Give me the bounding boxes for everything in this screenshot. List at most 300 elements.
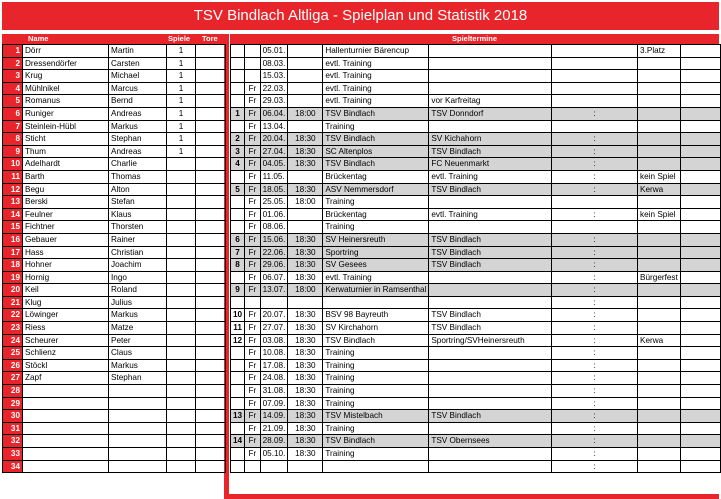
match-score: : <box>552 284 638 297</box>
player-first-name: Thomas <box>109 170 167 183</box>
match-note <box>638 107 681 120</box>
table-row <box>231 359 721 372</box>
match-date: 22.03. <box>260 82 288 95</box>
player-first-name: Matze <box>109 322 167 335</box>
player-games <box>167 460 196 473</box>
player-last-name: Krug <box>23 70 109 83</box>
match-date: 05.01. <box>260 45 288 58</box>
player-number: 12 <box>3 183 23 196</box>
match-score: : <box>552 145 638 158</box>
match-number <box>231 397 245 410</box>
tore-header: Tore <box>202 34 218 43</box>
player-first-name: Carsten <box>109 57 167 70</box>
player-games <box>167 284 196 297</box>
match-home <box>323 296 429 309</box>
match-time <box>288 221 323 234</box>
table-row <box>231 120 721 133</box>
player-goals <box>196 422 226 435</box>
match-day: Fr <box>245 145 261 158</box>
match-note <box>638 246 681 259</box>
match-number: 8 <box>231 259 245 272</box>
match-date: 13.07. <box>260 284 288 297</box>
player-number: 30 <box>3 410 23 423</box>
match-time <box>288 460 323 473</box>
player-number: 24 <box>3 334 23 347</box>
player-first-name: Martin <box>109 45 167 58</box>
match-date: 21.09. <box>260 422 288 435</box>
player-goals <box>196 271 226 284</box>
table-row <box>231 95 721 108</box>
player-goals <box>196 196 226 209</box>
table-row <box>3 196 226 209</box>
match-day: Fr <box>245 259 261 272</box>
player-goals <box>196 183 226 196</box>
table-row <box>231 208 721 221</box>
match-day: Fr <box>245 347 261 360</box>
match-away: FC Neuenmarkt <box>429 158 552 171</box>
match-score: : <box>552 347 638 360</box>
match-day <box>245 296 261 309</box>
table-row <box>3 208 226 221</box>
match-time: 18:30 <box>288 158 323 171</box>
table-row <box>3 233 226 246</box>
match-number: 3 <box>231 145 245 158</box>
table-row <box>3 95 226 108</box>
match-number <box>231 221 245 234</box>
player-first-name: Claus <box>109 347 167 360</box>
player-first-name: Bernd <box>109 95 167 108</box>
player-games <box>167 372 196 385</box>
player-number: 23 <box>3 322 23 335</box>
match-away: evtl. Training <box>429 170 552 183</box>
bottom-bar <box>228 494 719 499</box>
match-number <box>231 70 245 83</box>
player-number: 2 <box>3 57 23 70</box>
table-row <box>231 296 721 309</box>
match-score <box>552 120 638 133</box>
match-date <box>260 296 288 309</box>
match-day: Fr <box>245 233 261 246</box>
extra-cell <box>680 448 720 461</box>
player-first-name: Joachim <box>109 259 167 272</box>
player-number: 7 <box>3 120 23 133</box>
table-row <box>3 334 226 347</box>
player-last-name: Runiger <box>23 107 109 120</box>
table-row <box>3 397 226 410</box>
player-first-name: Stephan <box>109 133 167 146</box>
match-time: 18:30 <box>288 259 323 272</box>
match-away <box>429 460 552 473</box>
player-last-name <box>23 397 109 410</box>
table-row <box>3 410 226 423</box>
extra-cell <box>680 183 720 196</box>
match-note <box>638 284 681 297</box>
table-row <box>231 435 721 448</box>
player-first-name <box>109 435 167 448</box>
match-number: 13 <box>231 410 245 423</box>
player-first-name: Rainer <box>109 233 167 246</box>
players-table <box>2 44 226 473</box>
table-row <box>231 322 721 335</box>
player-goals <box>196 107 226 120</box>
match-note <box>638 82 681 95</box>
match-score: : <box>552 422 638 435</box>
match-time: 18:30 <box>288 133 323 146</box>
player-goals <box>196 347 226 360</box>
player-number: 16 <box>3 233 23 246</box>
match-day <box>245 70 261 83</box>
match-number <box>231 45 245 58</box>
player-last-name: Thum <box>23 145 109 158</box>
player-first-name: Marcus <box>109 82 167 95</box>
extra-cell <box>680 296 720 309</box>
extra-cell <box>680 410 720 423</box>
match-date: 13.04. <box>260 120 288 133</box>
player-last-name: Löwinger <box>23 309 109 322</box>
match-note <box>638 120 681 133</box>
table-row <box>3 309 226 322</box>
extra-cell <box>680 120 720 133</box>
player-first-name: Roland <box>109 284 167 297</box>
player-first-name: Andreas <box>109 107 167 120</box>
match-number <box>231 196 245 209</box>
match-score: : <box>552 246 638 259</box>
match-home: Sportring <box>323 246 429 259</box>
player-games: 1 <box>167 120 196 133</box>
match-note <box>638 57 681 70</box>
spiele-header: Spiele <box>168 34 191 43</box>
match-note: Kerwa <box>638 334 681 347</box>
match-away <box>429 70 552 83</box>
match-day: Fr <box>245 183 261 196</box>
extra-cell <box>680 233 720 246</box>
match-date: 11.05. <box>260 170 288 183</box>
match-away: Sportring/SVHeinersreuth <box>429 334 552 347</box>
match-time <box>288 82 323 95</box>
match-note <box>638 322 681 335</box>
match-note <box>638 448 681 461</box>
match-number <box>231 57 245 70</box>
match-number: 4 <box>231 158 245 171</box>
player-goals <box>196 372 226 385</box>
match-note <box>638 221 681 234</box>
player-last-name <box>23 385 109 398</box>
player-games <box>167 296 196 309</box>
player-games <box>167 410 196 423</box>
match-day: Fr <box>245 95 261 108</box>
player-number: 4 <box>3 82 23 95</box>
table-row <box>3 221 226 234</box>
match-score: : <box>552 435 638 448</box>
player-games <box>167 334 196 347</box>
match-home: evtl. Training <box>323 57 429 70</box>
match-score <box>552 196 638 209</box>
player-first-name: Klaus <box>109 208 167 221</box>
extra-cell <box>680 460 720 473</box>
player-number: 13 <box>3 196 23 209</box>
match-score: : <box>552 296 638 309</box>
player-first-name: Alton <box>109 183 167 196</box>
match-day: Fr <box>245 359 261 372</box>
match-score: : <box>552 133 638 146</box>
player-games <box>167 435 196 448</box>
player-number: 33 <box>3 448 23 461</box>
extra-cell <box>680 57 720 70</box>
extra-cell <box>680 246 720 259</box>
page-title: TSV Bindlach Altliga - Spielplan und Statistik 2018 <box>2 2 719 30</box>
match-away <box>429 45 552 58</box>
match-away <box>429 221 552 234</box>
extra-cell <box>680 70 720 83</box>
match-note <box>638 296 681 309</box>
match-date: 22.06. <box>260 246 288 259</box>
match-date: 06.07. <box>260 271 288 284</box>
table-row <box>3 183 226 196</box>
match-time: 18:30 <box>288 435 323 448</box>
table-row <box>231 309 721 322</box>
player-goals <box>196 359 226 372</box>
table-row <box>3 296 226 309</box>
player-games: 1 <box>167 95 196 108</box>
player-first-name: Markus <box>109 359 167 372</box>
match-away: TSV Bindlach <box>429 145 552 158</box>
player-goals <box>196 170 226 183</box>
match-number <box>231 120 245 133</box>
extra-cell <box>680 221 720 234</box>
extra-cell <box>680 259 720 272</box>
match-home: Training <box>323 372 429 385</box>
match-home: Training <box>323 120 429 133</box>
table-row <box>3 347 226 360</box>
player-first-name <box>109 385 167 398</box>
extra-cell <box>680 372 720 385</box>
player-first-name <box>109 460 167 473</box>
table-row <box>3 359 226 372</box>
extra-cell <box>680 95 720 108</box>
match-score <box>552 57 638 70</box>
match-home: TSV Bindlach <box>323 435 429 448</box>
match-date: 15.06. <box>260 233 288 246</box>
match-score <box>552 45 638 58</box>
match-number <box>231 208 245 221</box>
match-home: TSV Bindlach <box>323 107 429 120</box>
player-goals <box>196 410 226 423</box>
player-first-name: Peter <box>109 334 167 347</box>
player-games: 1 <box>167 133 196 146</box>
player-number: 14 <box>3 208 23 221</box>
player-last-name: Klug <box>23 296 109 309</box>
table-row <box>231 107 721 120</box>
player-games <box>167 233 196 246</box>
player-games <box>167 422 196 435</box>
match-away <box>429 385 552 398</box>
player-games <box>167 271 196 284</box>
match-time: 18:00 <box>288 284 323 297</box>
match-away <box>429 196 552 209</box>
player-last-name: Riess <box>23 322 109 335</box>
match-day: Fr <box>245 410 261 423</box>
match-number <box>231 271 245 284</box>
player-games: 1 <box>167 45 196 58</box>
match-day: Fr <box>245 208 261 221</box>
player-goals <box>196 120 226 133</box>
match-home: Brückentag <box>323 170 429 183</box>
player-first-name: Andreas <box>109 145 167 158</box>
match-score: : <box>552 372 638 385</box>
match-number: 9 <box>231 284 245 297</box>
match-note: Bürgerfest <box>638 271 681 284</box>
table-row <box>231 372 721 385</box>
match-day: Fr <box>245 271 261 284</box>
match-number <box>231 460 245 473</box>
match-time <box>288 208 323 221</box>
player-number: 15 <box>3 221 23 234</box>
table-row <box>231 246 721 259</box>
table-row <box>3 372 226 385</box>
match-day <box>245 460 261 473</box>
player-last-name: Hass <box>23 246 109 259</box>
player-games <box>167 170 196 183</box>
player-number: 3 <box>3 70 23 83</box>
player-last-name: Stöckl <box>23 359 109 372</box>
players-header <box>2 34 224 44</box>
match-away <box>429 296 552 309</box>
table-row <box>231 347 721 360</box>
extra-cell <box>680 334 720 347</box>
match-date: 05.10. <box>260 448 288 461</box>
match-away: SV Kichahorn <box>429 133 552 146</box>
table-row <box>231 196 721 209</box>
player-last-name: Mühlnikel <box>23 82 109 95</box>
player-goals <box>196 208 226 221</box>
table-row <box>231 410 721 423</box>
player-last-name: Berski <box>23 196 109 209</box>
match-note <box>638 259 681 272</box>
match-day: Fr <box>245 309 261 322</box>
match-day: Fr <box>245 372 261 385</box>
match-date: 01.06. <box>260 208 288 221</box>
player-first-name: Thorsten <box>109 221 167 234</box>
match-time: 18:00 <box>288 107 323 120</box>
match-home: evtl. Training <box>323 70 429 83</box>
match-day <box>245 45 261 58</box>
schedule-table <box>230 44 721 473</box>
match-day: Fr <box>245 334 261 347</box>
match-away: TSV Bindlach <box>429 322 552 335</box>
match-number <box>231 82 245 95</box>
table-row <box>231 284 721 297</box>
player-last-name: Zapf <box>23 372 109 385</box>
match-time: 18:30 <box>288 334 323 347</box>
match-date <box>260 460 288 473</box>
match-date: 08.03. <box>260 57 288 70</box>
match-time: 18:30 <box>288 309 323 322</box>
player-games: 1 <box>167 145 196 158</box>
player-goals <box>196 309 226 322</box>
player-games <box>167 309 196 322</box>
match-date: 06.04. <box>260 107 288 120</box>
player-goals <box>196 385 226 398</box>
player-last-name: Keil <box>23 284 109 297</box>
match-away: TSV Bindlach <box>429 246 552 259</box>
match-time: 18:30 <box>288 448 323 461</box>
match-away <box>429 347 552 360</box>
match-time <box>288 120 323 133</box>
table-row <box>231 183 721 196</box>
extra-cell <box>680 158 720 171</box>
player-first-name: Michael <box>109 70 167 83</box>
table-row <box>231 45 721 58</box>
match-away: evtl. Training <box>429 208 552 221</box>
match-day: Fr <box>245 120 261 133</box>
match-home: Training <box>323 196 429 209</box>
match-day <box>245 57 261 70</box>
match-score <box>552 221 638 234</box>
extra-cell <box>680 385 720 398</box>
table-row <box>3 133 226 146</box>
player-first-name: Markus <box>109 309 167 322</box>
match-note <box>638 158 681 171</box>
match-score: : <box>552 309 638 322</box>
table-row <box>3 120 226 133</box>
match-score: : <box>552 359 638 372</box>
match-away: TSV Obernsees <box>429 435 552 448</box>
table-row <box>3 284 226 297</box>
player-games <box>167 385 196 398</box>
player-last-name: Begu <box>23 183 109 196</box>
player-goals <box>196 145 226 158</box>
match-note <box>638 70 681 83</box>
player-goals <box>196 82 226 95</box>
player-goals <box>196 221 226 234</box>
match-number: 11 <box>231 322 245 335</box>
match-score <box>552 95 638 108</box>
match-away <box>429 397 552 410</box>
match-day: Fr <box>245 284 261 297</box>
match-day: Fr <box>245 170 261 183</box>
extra-cell <box>680 271 720 284</box>
player-first-name <box>109 410 167 423</box>
match-day: Fr <box>245 448 261 461</box>
player-last-name: Dörr <box>23 45 109 58</box>
match-away <box>429 422 552 435</box>
player-number: 9 <box>3 145 23 158</box>
match-day: Fr <box>245 246 261 259</box>
match-score: : <box>552 170 638 183</box>
table-row <box>3 45 226 58</box>
match-home: Training <box>323 221 429 234</box>
match-time: 18:30 <box>288 347 323 360</box>
match-number: 5 <box>231 183 245 196</box>
match-home: SV Kirchahorn <box>323 322 429 335</box>
extra-cell <box>680 107 720 120</box>
player-first-name: Christian <box>109 246 167 259</box>
match-score: : <box>552 322 638 335</box>
match-time <box>288 57 323 70</box>
match-number: 6 <box>231 233 245 246</box>
player-number: 31 <box>3 422 23 435</box>
match-score: : <box>552 233 638 246</box>
table-row <box>3 385 226 398</box>
extra-cell <box>680 435 720 448</box>
player-first-name <box>109 448 167 461</box>
player-last-name: Steinlein-Hübl <box>23 120 109 133</box>
player-number: 11 <box>3 170 23 183</box>
match-away <box>429 359 552 372</box>
match-time <box>288 296 323 309</box>
match-away <box>429 372 552 385</box>
player-games <box>167 246 196 259</box>
